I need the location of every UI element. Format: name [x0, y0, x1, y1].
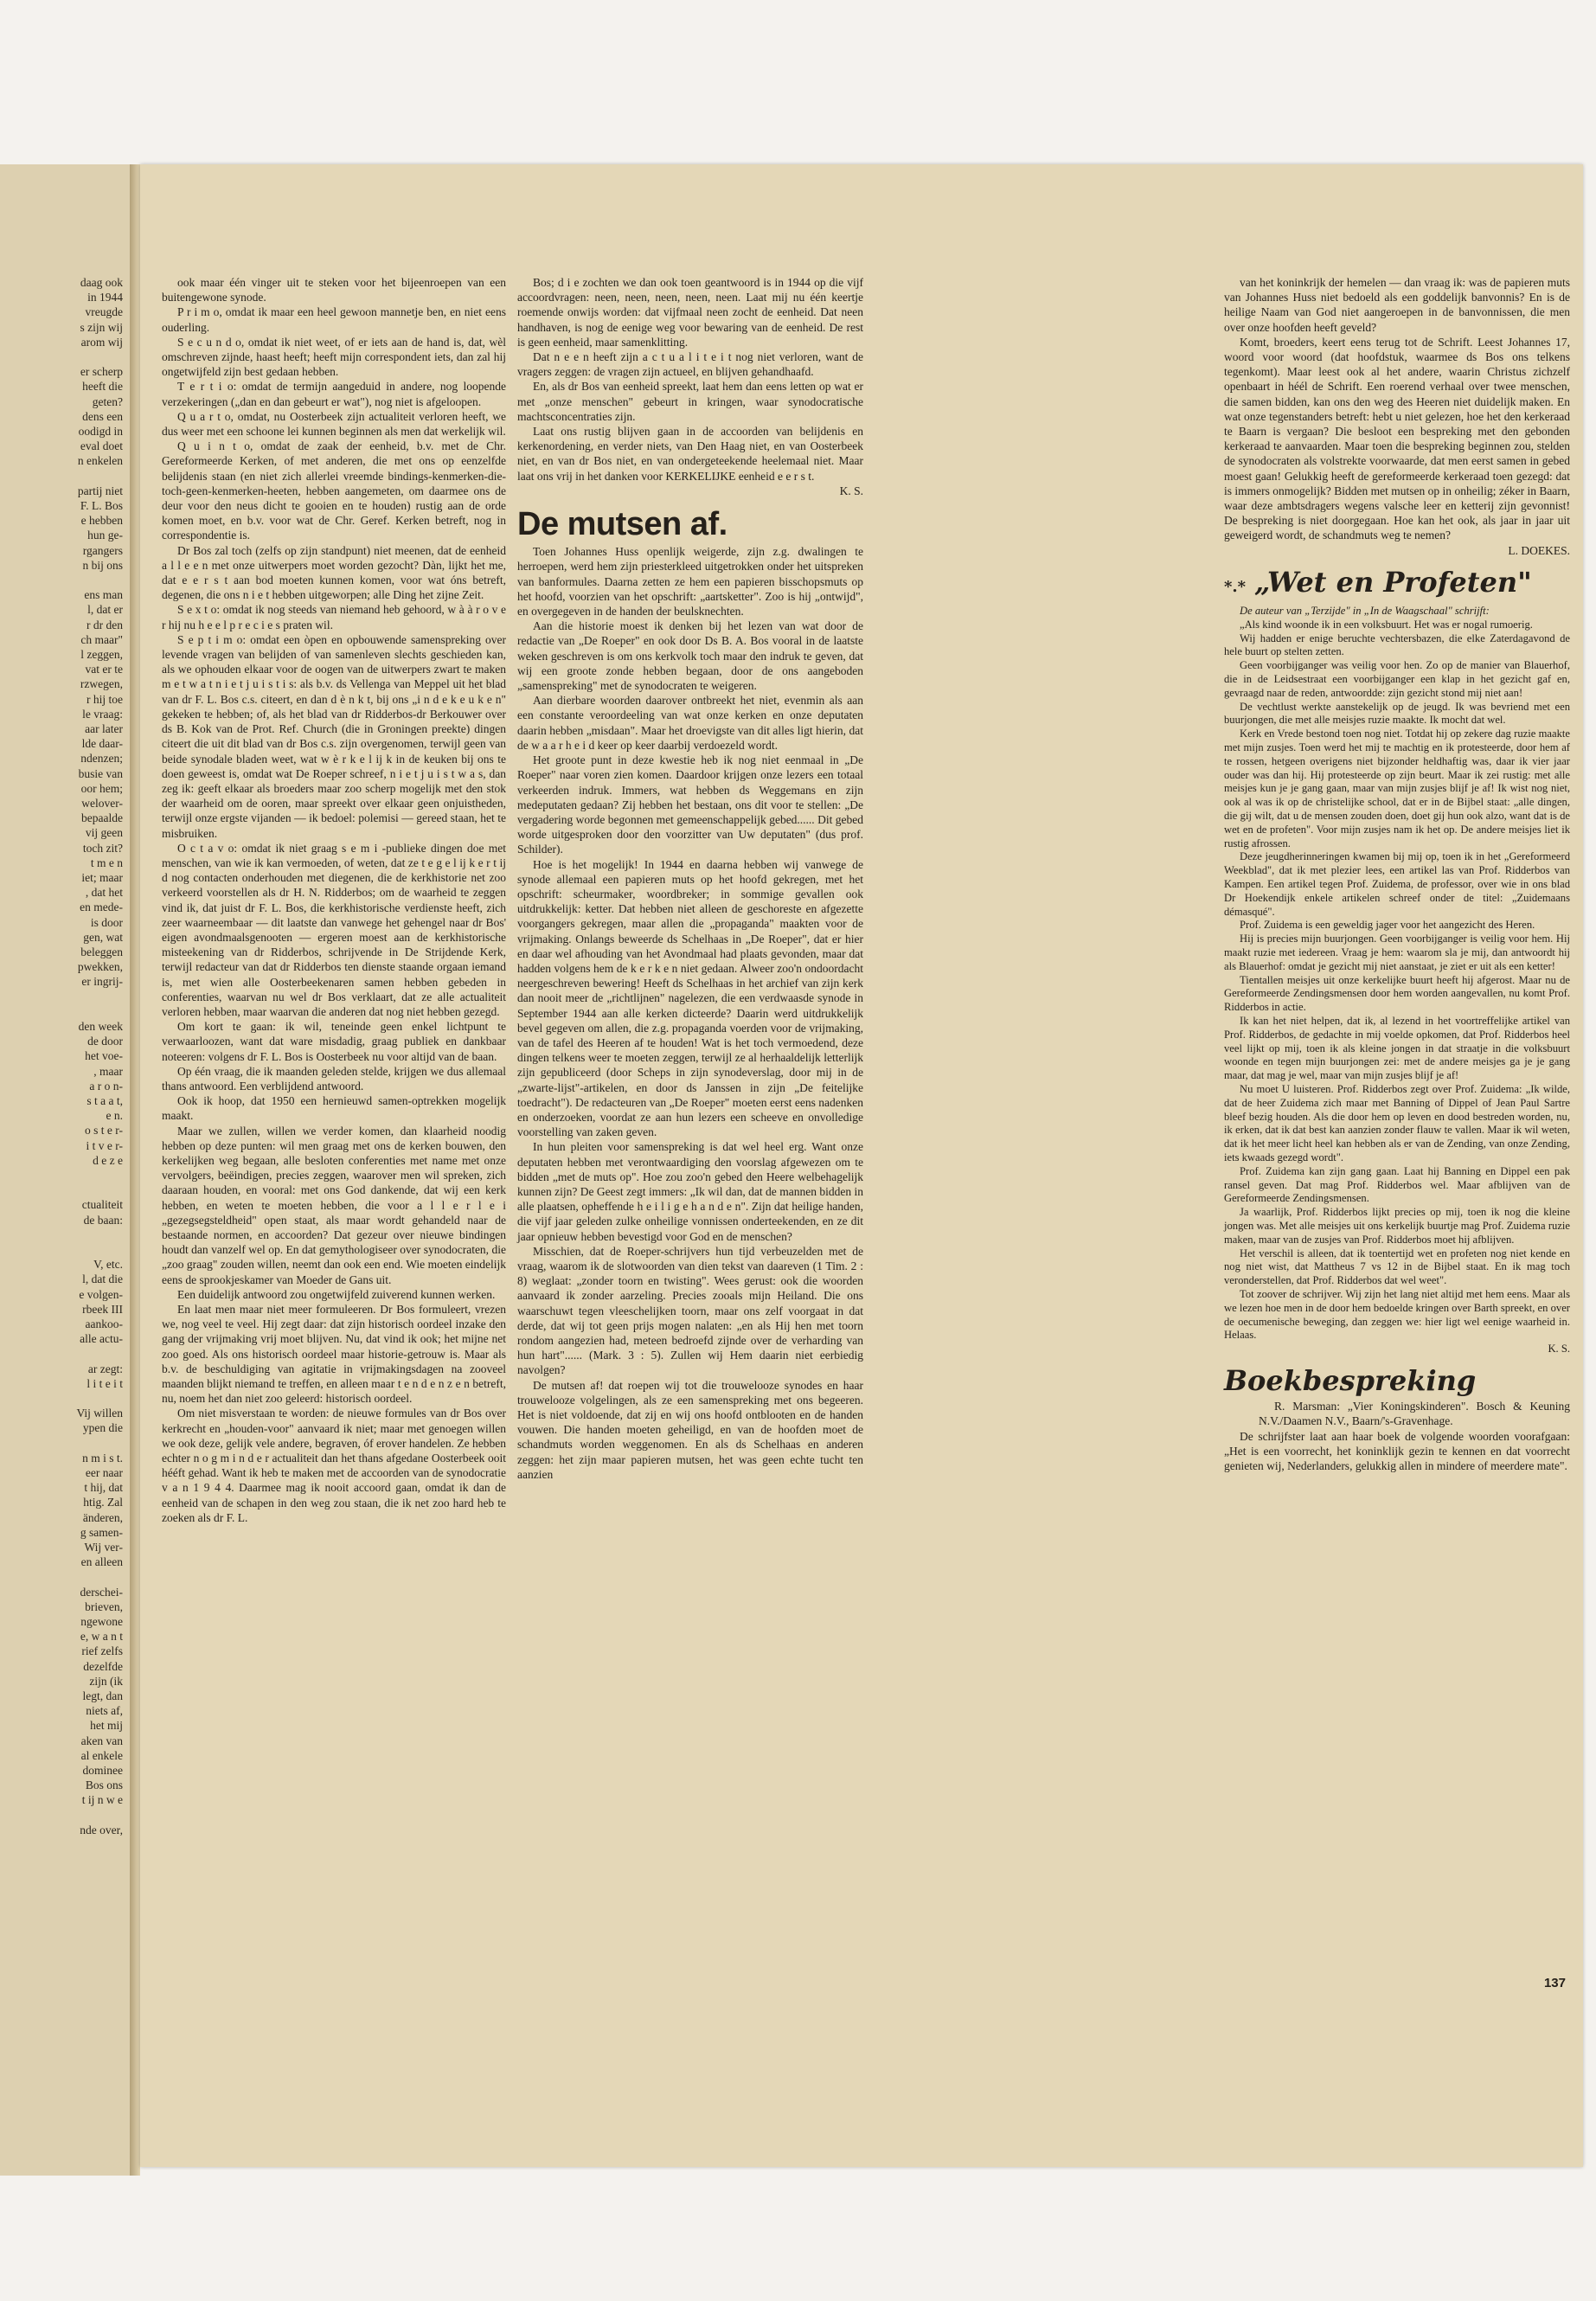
paragraph: Maar we zullen, willen we verder komen, dan klaarheid noodig hebben op deze punten: wil men graag met ons de kerken bouwen, den kerkelijken weg begaan, alle besloten conferenties met name met onze vervolgers, beëindigen, precies zeggen, waarover men wil spreken, zich daaraan houden, en vooral: met ons God dankende, dat wij een kerk hebben, en weten te moeten hebben, die voor a l l e r l e i „gezegsegsteldheid" open staat, als maar wordt gehandeld naar de bestaande normen, en accoorden? Dat gezeur over nieuwe bindingen houdt dan vanzelf wel op. En dat gemythologiseer over synodocraten, die „zoo graag" zouden willen, neemt dan ook een end. Wie moeten eindelijk eens de sprookjeskamer van Moeder de Gans uit.	[162, 1124, 506, 1286]
prev-page-fragment: o s t e r-	[85, 1124, 123, 1138]
prev-page-fragment: s t a a t,	[87, 1094, 123, 1107]
signature-ks-2: K. S.	[1548, 1343, 1570, 1356]
prev-page-fragment: rief zelfs	[81, 1644, 123, 1658]
paragraph: Een duidelijk antwoord zou ongetwijfeld zuiverend kunnen werken.	[177, 1287, 496, 1301]
prev-page-fragment: dominee	[82, 1764, 123, 1777]
paragraph: Om niet misverstaan te worden: de nieuwe formules van dr Bos over kerkrecht en „houden-voor" aanvaard ik niet; maar met genoegen willen we ook deze, gelijk vele andere, begraven, óf erover handelen. Ze hebben echter n o g m i n d e r actualiteit dan het thans afgedane Oosterbeek ooit hééft gehad. Want ik heb te maken met de accoorden van de synodocratie v a n 1 9 4 4. Daarmee mag ik nooit accoord gaan, omdat ik dan de eenheid van de schapen in den weg zou staan, die ik net zoo hard heb te zoeken als dr F. L.	[162, 1407, 506, 1524]
paragraph: Prof. Zuidema is een geweldig jager voor het aangezicht des Heren.	[1240, 919, 1535, 932]
paragraph: S e c u n d o, omdat ik niet weet, of er iets aan de hand is, dat, wèl omschreven zijnde, haast heeft; heeft mijn correspondent iets, dan zal hij ongetwijfeld zijn best gedaan hebben.	[162, 335, 506, 379]
paragraph: Wij hadden er enige beruchte vechtersbazen, die elke Zaterdagavond de hele buurt op stelten zetten.	[1224, 631, 1570, 658]
paragraph: Q u i n t o, omdat de zaak der eenheid, b.v. met de Chr. Gereformeerde Kerken, of met anderen, die met ons op eenzelfde belijdenis staan (en niet zich allerlei vreemde bindings-kenmerken-die-toch-geen-kenmerken-heeten, hebben aangemeten, om daarmee ons de deur voor den neus dicht te gooien en te houden) rustig aan de orde komen moet, en b.v. voor wat de Chr. Geref. Kerken betreft, nog in correspondentie is.	[162, 439, 506, 542]
paragraph: „Als kind woonde ik in een volksbuurt. Het was er nogal rumoerig.	[1240, 618, 1533, 631]
prev-page-fragment: vij geen	[85, 826, 123, 840]
prev-page-fragment: V, etc.	[93, 1258, 123, 1272]
paragraph: Tientallen meisjes uit onze kerkelijke buurt heeft hij afgerost. Maar nu de Gereformeerde Zendingsmensen door hem worden aangevallen, nu komt Prof. Ridderbos in actie.	[1224, 973, 1570, 1014]
prev-page-fragment: is door	[90, 915, 123, 929]
signature-ks-1: K. S.	[839, 484, 863, 497]
prev-page-fragment: lde daar-	[81, 737, 123, 751]
prev-page-fragment: änderen,	[82, 1510, 123, 1524]
prev-page-fragment: g samen-	[80, 1525, 123, 1539]
prev-page-fragment: e hebben	[80, 514, 123, 528]
prev-page-fragment: partij niet	[77, 484, 123, 497]
article-title-wet-en-profeten	[1224, 565, 1570, 599]
prev-page-fragment: n bij ons	[82, 558, 123, 572]
prev-page-fragment: bepaalde	[81, 811, 123, 825]
paragraph: S e x t o: omdat ik nog steeds van niemand heb gehoord, w à à r o v e r hij nu h e e l p r e c i e s praten wil.	[162, 603, 506, 631]
prev-page-fragment: rgangers	[82, 543, 123, 557]
prev-page-fragment: derschei-	[80, 1585, 123, 1599]
prev-page-fragment: pwekken,	[77, 960, 123, 974]
prev-page-fragment: welover-	[81, 797, 123, 810]
prev-page-fragment: hun ge-	[87, 529, 123, 542]
prev-page-fragment: al enkele	[80, 1748, 123, 1762]
prev-page-fragment: l, dat er	[87, 603, 123, 617]
prev-page-fragment: htig. Zal	[83, 1496, 123, 1509]
prev-page-fragment: en mede-	[80, 901, 123, 914]
prev-page-fragment: eval doet	[80, 439, 123, 453]
paragraph: S e p t i m o: omdat een òpen en opbouwende samenspreking over levende vragen van belijden of van samenleven slechts geschieden kan, als we ophouden elkaar voor de oogen van de uitwerpers zwart te maken m e t w a t n i e t j u i s t i s: als b.v. ds Vellenga van Meppel uit het blad van dr F. L. Bos c.s. citeert, en dan d è n k t, bij ons „i n d e k e u k e n" gekeken te hebben; of, als het blad van dr Ridderbos-dr Berkouwer over ds B. Kok van de Prot. Ref. Church (die in Groningen preekte) dingen citeert die uit dit blad van dr Bos c.s. zijn overgenomen, terwijl geen van beide synodale bladen weet, wat w è r k e l ij k in de keuken bij ons te doen geweest is, omdat wat De Roeper schreef, n i e t j u i s t w a s, dan zeg ik: geeft elkaar als broeders maar zoo scherp mogelijk met den stok der waarheid om de ooren, maar spreekt over elkaar geen onjuistheden, terwijl onze ergste vijanden — ik bedoel: polemisi — gereed staan, het te misbruiken.	[162, 632, 506, 840]
paragraph: Geen voorbijganger was veilig voor hen. Zo op de manier van Blauerhof, die in de Leidsestraat een voorbijganger een klap in het gezicht gaf en, gevraagd naar de reden, antwoordde: zijn gezicht stond mij niet aan!	[1224, 659, 1570, 699]
paragraph: Komt, broeders, keert eens terug tot de Schrift. Leest Johannes 17, woord voor woord (dat hoofdstuk, waarmee ds Bos ons telkens tegenkomt). Maar leest ook al het andere, waarin Christus zichzelf openbaart in héél de Schrift. Een roerend verhaal over twee menschen, die samen bidden, kan ons den weg des Heeren niet duidelijk maken. En wat onze tegenstanders betreft: hebt u niet gelezen, hoe het den kerkeraad te Baarn is vergaan? Die besloot een bespreking met den gebonden kerkeraad te aanvaarden. Maar toen die bespreking beginnen zou, stelden de synodocraten als volstrekte voorwaarde, dat men eerst samen in gebed moest gaan! Gelukkig heeft de gereformeerde kerkeraad toen gezegd: dat is immers onmogelijk? Bidden met mutsen op in onheilig; zéker in Baarn, waar deze ambtsdragers wegens valsche leer en ketterij zijn gevonnist! De bespreking is niet doorgegaan. Hoe kan het ook, als jaar in jaar uit geweigerd wordt, de schandmuts weg te nemen?	[1224, 335, 1570, 542]
prev-page-fragment: eer naar	[85, 1466, 123, 1479]
prev-page-fragment: F. L. Bos	[80, 499, 123, 512]
prev-page-fragment: l i t e i t	[87, 1376, 123, 1390]
paragraph: van het koninkrijk der hemelen — dan vraag ik: was de papieren muts van Johannes Huss niet bedoeld als een goddelijk banvonnis? En is de heilige Naam van God niet aangeroepen in de banvonnissen, die men over onze hoofden heeft geveld?	[1224, 276, 1570, 334]
prev-page-fragment: l, dat die	[82, 1272, 123, 1286]
paragraph: Laat ons rustig blijven gaan in de accoorden van belijdenis en kerkenordening, en verder niets, van Den Haag niet, en van Oosterbeek niet, en van dr Bos niet, en van ondergeteekende heelemaal niet. Maar laat ons vrij in het danken voor KERKELIJKE eenheid e e r s t.	[517, 425, 863, 483]
prev-page-fragment: le vraag:	[82, 707, 123, 721]
paragraph: En, als dr Bos van eenheid spreekt, laat hem dan eens letten op wat er met „onze menschen" gebeurt in kringen, waar synodocratische machtsconcentraties zijn.	[517, 380, 863, 423]
prev-page-fragment: d e z e	[93, 1153, 123, 1167]
prev-page-fragment: , maar	[93, 1064, 123, 1078]
paragraph: Op één vraag, die ik maanden geleden stelde, krijgen we dus allemaal thans antwoord. Een verblijdend antwoord.	[162, 1064, 506, 1093]
paragraph: Ook ik hoop, dat 1950 een hernieuwd samen-optrekken mogelijk maakt.	[162, 1094, 506, 1123]
prev-page-fragment: vat er te	[85, 663, 123, 676]
prev-page-fragment: l zeggen,	[80, 648, 123, 661]
wet-byline: De auteur van „Terzijde" in „In de Waagschaal" schrijft:	[1240, 605, 1490, 618]
prev-page-fragment: nde over,	[80, 1823, 123, 1836]
prev-page-fragment: zijn (ik	[89, 1674, 123, 1688]
prev-page-fragment: ens man	[84, 588, 123, 602]
prev-page-fragment: den week	[78, 1020, 123, 1033]
paragraph: Tot zoover de schrijver. Wij zijn het lang niet altijd met hem eens. Maar als we lezen hoe men in de door hem bedoelde kringen over Barth spreekt, en over de oecumenische beweging, dan zeggen we: hier ligt wel eenige waarheid in. Helaas.	[1224, 1287, 1570, 1342]
prev-page-fragment: dens een	[82, 409, 123, 423]
paragraph: Deze jeugdherinneringen kwamen bij mij op, toen ik in het „Gereformeerd Weekblad", dat ik met plezier lees, een artikel las van Prof. Ridderbos van Kampen. Een artikel tegen Prof. Zuidema, de professor, over wie in ons blad Dr Hoekendijk enkele artikelen schreef onder de titel: „Zuidemaans démasqué".	[1224, 850, 1570, 918]
prev-page-fragment: arom wij	[80, 335, 123, 349]
prev-page-fragment: e volgen-	[79, 1287, 123, 1301]
section-title-boekbespreking: Boekbespreking	[1224, 1363, 1477, 1397]
prev-page-fragment: het voe-	[85, 1049, 123, 1063]
prev-page-fragment: t hij, dat	[84, 1481, 123, 1495]
prev-page-fragment: aken van	[80, 1734, 123, 1747]
asterism-icon: *.*	[1224, 577, 1247, 596]
prev-page-fragment: en alleen	[80, 1555, 123, 1569]
paragraph: P r i m o, omdat ik maar een heel gewoon mannetje ben, en niet eens ouderling.	[162, 305, 506, 334]
column-4	[1224, 275, 1570, 1473]
prev-page-fragment: dezelfde	[83, 1659, 123, 1673]
prev-page-fragment: heeft die	[82, 380, 123, 394]
prev-page-fragment: rzwegen,	[80, 677, 123, 691]
prev-page-fragment: Wij ver-	[84, 1541, 123, 1554]
prev-page-fragment: e, w a n t	[80, 1630, 123, 1644]
prev-page-fragment: iet; maar	[81, 871, 123, 884]
paragraph: Aan die historie moest ik denken bij het lezen van wat door de redactie van „De Roeper" en ook door Ds B. A. Bos vooral in de laatste weken geschreven is om ons kerkvolk toch maar den indruk te geven, dat wij een groote zonde hebben begaan, door de ons aangeboden „samenspreking" met de synodocraten te weigeren.	[517, 619, 863, 693]
prev-page-fragment: rbeek III	[82, 1302, 123, 1316]
paragraph: Kerk en Vrede bestond toen nog niet. Totdat hij op zekere dag ruzie maakte met mijn zusjes. Toen werd het mij te machtig en ik protesteerde, door hem af te rossen, hetgeen overigens niet bijzonder heldhaftig was, daar ik vier jaar ouder was dan hij. Hij protesteerde op zijn beurt. Maar ik zei rustig: met alle meisjes kun je je gang gaan, maar van mijn zusjes blijf je af! Ik wist nog niet, ook al was ik op de christelijke school, dat er in de Bijbel staat: „alle dingen, die gij wilt, dat u de mensen zouden doen, doet gij hun ook alzo, want dat is de wet en de profeten". Voor mijn zusjes nam ik het op. De andere meisjes liet ik rustig afrossen.	[1224, 727, 1570, 849]
prev-page-fragment: ctualiteit	[81, 1198, 123, 1212]
column-2	[517, 275, 863, 1482]
prev-page-fragment: vreugde	[85, 305, 123, 319]
signature-doekes: L. DOEKES.	[1508, 543, 1570, 557]
paragraph: Aan dierbare woorden daarover ontbreekt het niet, evenmin als aan een constante veroordeeling van wat onze kerken en onze deputaten daarin hebben „misdaan". Maar het droevigste van dit alles ligt hierin, dat de w a a r h e i d keer op keer daarbij verdoezeld wordt.	[517, 694, 863, 752]
article-title-mutsen: De mutsen af.	[517, 506, 727, 543]
column-1	[162, 275, 506, 1525]
previous-page-edge	[0, 164, 130, 2176]
prev-page-fragment: er scherp	[80, 365, 123, 379]
prev-page-fragment: toch zit?	[82, 841, 123, 855]
paragraph: Ja waarlijk, Prof. Ridderbos lijkt precies op mij, toen ik nog die kleine jongen was. Met alle meisjes uit ons kerkelijk buurtje mag Prof. Zuidema ruzie maken, maar van de zusjes van Prof. Ridderbos moet hij afblijven.	[1224, 1206, 1570, 1246]
paragraph: En laat men maar niet meer formuleeren. Dr Bos formuleert, vrezen we, nog veel te veel. Hij zegt daar: dat zijn historisch oordeel inzake den gang der vrijmaking vrij moet blijven. Nu, dat vind ik ook; het mijne net zoo goed. Als ons historisch oordeel maar historie-getrouw is. Maar als b.v. de beschuldiging van agitatie in vrijmakingsdagen na zooveel maanden blijkt niemand te treffen, en alleen maar t e n d e n z e n betreft, nu, noem het dan niet zoo geleerd: historisch oordeel.	[162, 1303, 506, 1406]
prev-page-fragment: r hij toe	[87, 692, 123, 706]
prev-page-fragment: brieven,	[85, 1599, 123, 1613]
prev-page-fragment: Vij willen	[76, 1407, 123, 1420]
prev-page-fragment: er ingrij-	[81, 975, 123, 989]
prev-page-fragment: i t v e r-	[86, 1138, 123, 1152]
paragraph: Het verschil is alleen, dat ik toentertijd wet en profeten nog niet kende en nog niet wist, dat Mattheus 7 vs 12 in de Bijbel staat. En ik mag toch veronderstellen, dat Prof. Ridderbos dat wel weet".	[1224, 1247, 1570, 1287]
paragraph: Dr Bos zal toch (zelfs op zijn standpunt) niet meenen, dat de eenheid a l l e e n met onze uitwerpers moet worden gezocht? Dàn, lijkt het me, dat e e r s t aan bod moeten kunnen komen, voor wat óns betreft, degenen, die ons n i e t hebben uitgeworpen; alle Ding het zijne Zeit.	[162, 543, 506, 602]
prev-page-fragment: ypen die	[82, 1421, 123, 1435]
prev-page-fragment: Bos ons	[85, 1779, 123, 1792]
prev-page-fragment: gen, wat	[83, 930, 123, 944]
page-gutter	[130, 164, 140, 2176]
prev-page-fragment: in 1944	[87, 291, 123, 304]
prev-page-fragment: geten?	[92, 394, 123, 408]
prev-page-fragment: , dat het	[85, 886, 123, 900]
paragraph: Ik kan het niet helpen, dat ik, al lezend in het voortreffelijke artikel van Prof. Ridderbos, de gedachte in mij voelde opkomen, dat Prof. Ridderbos heel veel lijkt op mij, toen ik als kleine jongen in dat straatje in die volksbuurt woonde en tegen mijn buurjongen zei: met de andere meisjes ga je je gang maar, dat mag je wel, maar van mijn zusjes blijf je af!	[1224, 1014, 1570, 1082]
paragraph: T e r t i o: omdat de termijn aangeduid in andere, nog loopende verzekeringen („dan en dan gebeurt er wat"), nog niet is afgeloopen.	[162, 380, 506, 408]
paragraph: Bos; d i e zochten we dan ook toen geantwoord is in 1944 op die vijf accoordvragen: neen, neen, neen, neen, neen. Laat mij nu één keertje roemende onwijs worden: dat vijfmaal neen zocht de eenheid. Dat neen handhaven, is nog de eenige weg voor bewaring van de eenheid. De rest is geen eenheid, maar samenklitting.	[517, 276, 863, 349]
paragraph: In hun pleiten voor samenspreking is dat wel heel erg. Want onze deputaten hebben met verontwaardiging den voorslag afgewezen om te bidden „met de muts op". Hoe zou zoo'n gebed den Heere welbehagelijk kunnen zijn? De Geest zegt immers: „Ik wil dan, dat de mannen bidden in alle plaatsen, opheffende h e i l i g e h a n d e n". Zijn dat heilige handen, die vijf jaar geleden zulke onheilige vonnissen onderteekenden, en ze dit jaar opnieuw hebben bevestigd voor God en de menschen?	[517, 1140, 863, 1243]
paragraph: Q u a r t o, omdat, nu Oosterbeek zijn actualiteit verloren heeft, we dus weer met een schoone lei kunnen beginnen als men dat werkelijk wil.	[162, 409, 506, 439]
paragraph: O c t a v o: omdat ik niet graag s e m i -publieke dingen doe met menschen, van wie ik kan vermoeden, of weten, dat ze t e g e l ij k e r t ij d nog contacten onderhouden met diegenen, die de kerkhistorie net zoo verkeerd voorstellen als dr H. N. Ridderbos; om de waarheid te zeggen vind ik, dat juist dr F. L. Bos, die kerkhistorische verdienste heeft, zich zeer waarneembaar — dit laatste dan vanwege het gehengel naar dr Bos' eigen avondmaalsgenooten — ergeren moest aan de kerkhistorische misteekening van dr Ridderbos, schrijvende in De Strijdende Kerk, terwijl redacteur van dat dr Ridderbos ten dienste staande orgaan iemand is, met wien alle Oosterbeekenaren samen hebben gebeden in conferenties, waarvan nu wel dr Bos verklaart, dat ze alle actualiteit verloren hebben, maar waarvan die anderen dat nog niet hebben gezegd.	[162, 841, 506, 1018]
prev-page-fragment: a r o n-	[89, 1079, 123, 1093]
review-book-header: R. Marsman: „Vier Koningskinderen". Bosch & Keuning N.V./Daamen N.V., Baarn/'s-Gravenhage.	[1259, 1400, 1570, 1428]
paragraph: Prof. Zuidema kan zijn gang gaan. Laat hij Banning en Dippel een pak ransel geven. Dat mag Prof. Ridderbos wel. Maar afblijven van de Gereformeerde Zendingsmensen.	[1224, 1164, 1570, 1205]
paragraph: Hoe is het mogelijk! In 1944 en daarna hebben wij vanwege de synode allemaal een papieren muts op het hoofd gekregen, met het opschrift: scheurmaker, woordbreker; in sommige gevallen ook uitdrukkelijk: ketter. Dat hebben niet alleen de geschoreste en afgezette voorgangers gekregen, maar allen die „propaganda" maakten voor de vrijmaking. Onlangs beweerde ds Schelhaas in „De Roeper", dat er hier en daar wel afhouding van het Avondmaal had plaats gevonden, maar dat hadden volgens hem de k e r k e n niet gedaan. Alweer zoo'n ondoordacht neergeschreven bewering! Heeft ds Schelhaas in het archief van zijn kerk dan nooit meer de „richtlijnen" nagelezen, die een verdwaasde synode in September 1944 aan alle kerken dicteerde? Daarin werd uitdrukkelijk bevel gegeven om allen, die z.g. propaganda voerden voor de vrijmaking, van de tafel des Heeren af te houden! Wat is het toch vermoedend, deze dingen telkens weer te moeten zeggen, terwijl ze al herhaaldelijk letterlijk zijn gepubliceerd (door Scheps in zijn synodeverslag, door mij in de „zwarte-lijst"-artikelen, en door ds Janssen in zijn „De feitelijke toedracht"). De redacteuren van „De Roeper" moeten eerst eens nadenken en onderzoeken, voordat ze aan hun lezers een scheeve en onvolledige voorstelling van zaken geven.	[517, 857, 863, 1139]
prev-page-fragment: oodigd in	[78, 425, 123, 438]
paragraph: Hij is precies mijn buurjongen. Geen voorbijganger is veilig voor hem. Hij maakt ruzie met iedereen. Vraag je hem: waarom sla je mij, dan antwoordt hij als Blauerhof: omdat je gezicht mij niet aanstaat, je ziet er uit als een ketter!	[1224, 933, 1570, 972]
prev-page-fragment: ndenzen;	[80, 752, 123, 766]
prev-page-fragment: t m e n	[90, 856, 123, 869]
wet-title-text: „Wet en Profeten"	[1254, 565, 1532, 599]
page-number: 137	[1543, 1976, 1566, 1990]
paragraph: Om kort te gaan: ik wil, teneinde geen enkel lichtpunt te verwaarloozen, want dat ware misdadig, graag publiek en dankbaar noteeren: volgens dr F. L. Bos is Oosterbeek nu voor altijd van de baan.	[162, 1020, 506, 1063]
prev-page-fragment: het mij	[90, 1719, 123, 1733]
paragraph: Toen Johannes Huss openlijk weigerde, zijn z.g. dwalingen te herroepen, werd hem zijn priesterkleed uitgetrokken onder het uitspreken van banformules. Daarna zetten ze hem een papieren bisschopsmuts op het hoofd, voorzien van het opschrift: „aartsketter". Zoo is hij „ontwijd", en overgegeven in de handen der beulsknechten.	[517, 545, 863, 619]
paragraph: De schrijfster laat aan haar boek de volgende woorden voorafgaan: „Het is een voorrecht, het koninklijk gezin te kennen en dat voorrecht genieten wij, Nederlanders, gelukkig allen in mindere of meerdere mate".	[1224, 1429, 1570, 1472]
prev-page-fragment: daag ook	[80, 276, 123, 289]
prev-page-fragment: r dr den	[87, 618, 123, 631]
prev-page-fragment: s zijn wij	[80, 320, 123, 334]
paragraph: Dat n e e n heeft zijn a c t u a l i t e i t nog niet verloren, want de vragers zeggen: de vragen zijn actueel, en blijven gehandhaafd.	[517, 350, 863, 379]
prev-page-fragment: niets af,	[86, 1704, 123, 1718]
prev-page-fragment: de door	[87, 1035, 123, 1048]
paragraph: Misschien, dat de Roeper-schrijvers hun tijd verbeuzelden met de vraag, waarom ik de slotwoorden van dien tekst van daareven (1 Tim. 2 : 8) weglaat: „zonder toorn en twisting". Wees gerust: ook die woorden aanvaard ik zonder aarzeling. Precies zooals mijn Heiland. Die ons waarschuwt tegen vleeschelijken toorn, maar ons zelf voorgaat in dat derde, dat wij tot geen prijs mogen nalaten: „en als Hij hen met toorn rondom aangezien had, meteen bedroefd zijnde over de verharding van hun hart"...... (Mark. 3 : 5). Zullen wij Hem daarin niet eerbiedig navolgen?	[517, 1244, 863, 1377]
prev-page-fragment: de baan:	[83, 1213, 123, 1227]
prev-page-fragment: ar zegt:	[87, 1362, 123, 1375]
paragraph: De vechtlust werkte aanstekelijk op de jeugd. Ik was bevriend met een buurjongen, die met alle meisjes ruzie maakte. Ik mocht dat wel.	[1224, 700, 1570, 727]
paragraph: ook maar één vinger uit te steken voor het bijeenroepen van een buitengewone synode.	[162, 276, 506, 304]
prev-page-fragment: e n.	[106, 1109, 123, 1123]
prev-page-fragment: ngewone	[80, 1615, 123, 1628]
paragraph: Het groote punt in deze kwestie heb ik nog niet eenmaal in „De Roeper" naar voren zien komen. Daardoor krijgen onze lezers een totaal verkeerden indruk. Immers, wat hebben ds Weggemans en zijn medeputaten gedaan? Zij hebben het bestaan, ons dit voor te stellen: „De vergadering worde begonnen met gemeenschappelijk gebed...... Dit gebed worde uitgesproken door den voorzitter van Uw deputaten" (dus prof. Schilder).	[517, 753, 863, 856]
prev-page-fragment: ch maar"	[80, 632, 123, 646]
prev-page-fragment: beleggen	[80, 945, 123, 958]
prev-page-fragment: alle actu-	[80, 1332, 123, 1346]
paragraph: Nu moet U luisteren. Prof. Ridderbos zegt over Prof. Zuidema: „Ik wilde, dat de heer Zuidema zich maar met Banning of Dippel of Jean Paul Sartre bleef bezig houden. Als die door hem op leven en dood bestreden worden, nu, ik erken, dat ik dat best kan aanzien zonder flauw te vallen. Maar ik wil weten, dat ik het meer licht heel kan hebben als er van de Zending, van onze Zending, iets kwaads gezegd wordt".	[1224, 1082, 1570, 1163]
prev-page-fragment: aar later	[85, 722, 123, 735]
prev-page-fragment: aankoo-	[85, 1317, 123, 1330]
prev-page-fragment: n enkelen	[77, 454, 123, 468]
newspaper-page	[140, 164, 1583, 2167]
prev-page-fragment: legt, dan	[82, 1689, 123, 1702]
prev-page-fragment: t ij n w e	[81, 1793, 123, 1807]
paragraph: De mutsen af! dat roepen wij tot die trouwelooze synodes en haar trouwelooze volgelingen, als ze een samenspreking met ons begeeren. Het is niet voldoende, dat zij en wij ons hoofd ontblooten en de handen vouwen. Die handen moeten geheiligd, en van de hoofden moet de schandmuts worden weggenomen. En als ds Schelhaas en anderen zeggen: het zijn maar papieren mutsen, het was geen echte tucht ten aanzien	[517, 1378, 863, 1481]
prev-page-fragment: busie van	[78, 766, 123, 780]
prev-page-fragment: oor hem;	[80, 781, 123, 795]
prev-page-fragment: n m i s t.	[82, 1451, 123, 1465]
